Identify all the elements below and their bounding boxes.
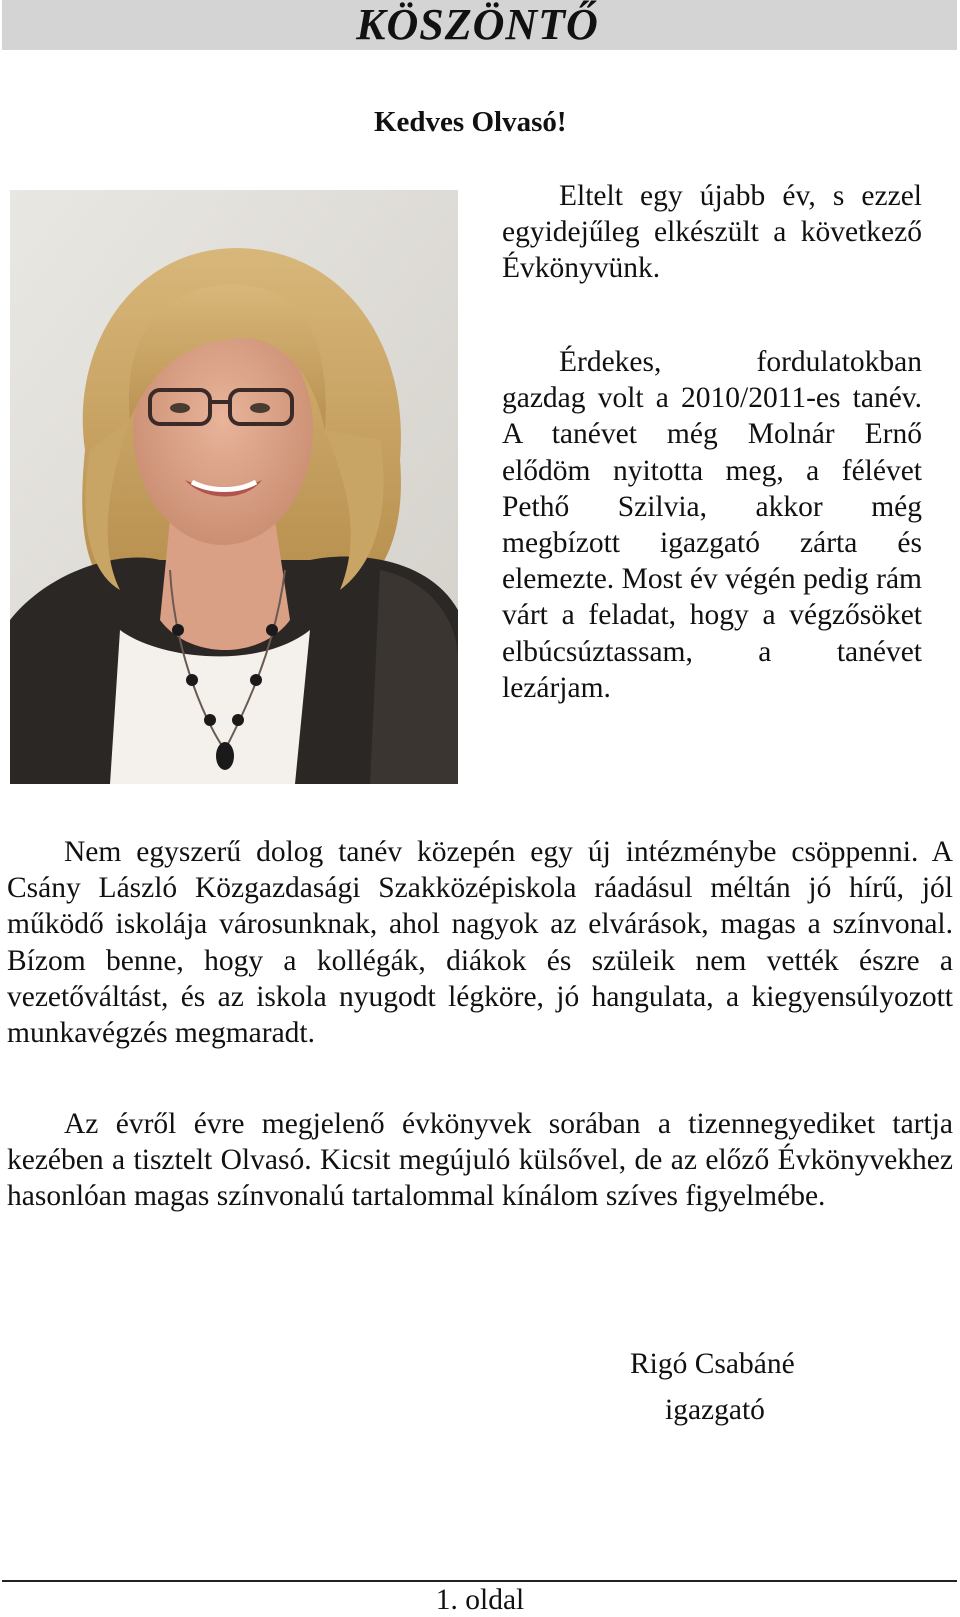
portrait-photo — [10, 190, 458, 784]
paragraph-4 — [7, 1106, 953, 1215]
signature-name: Rigó Csabáné — [630, 1348, 795, 1380]
page-number: 1. oldal — [435, 1584, 525, 1616]
footer-divider — [2, 1580, 957, 1582]
paragraph-3 — [7, 834, 953, 1051]
paragraph-2 — [502, 344, 922, 706]
paragraph-2-text: Érdekes, fordulatokban gazdag volt a 2010/2011-es tanév. A tanévet még Molnár Ernő elődöm nyitotta meg, a félévet Pethő Szilvia, akkor még megbízott igazgató zárta és elemezte. Most év végén pedig rám várt a feladat, hogy a végzősöket elbúcsúztassam, a tanévet lezárjam. — [502, 346, 922, 704]
paragraph-1 — [502, 178, 922, 287]
signature-role: igazgató — [665, 1394, 765, 1426]
page-title: KÖSZÖNTŐ — [356, 0, 599, 49]
greeting: Kedves Olvasó! — [374, 106, 567, 138]
paragraph-4-text: Az évről évre megjelenő évkönyvek sorában a tizennegyediket tartja kezében a tisztelt Olvasó. Kicsit megújuló külsővel, de az előző Évkönyvekhez hasonlóan magas színvonalú tartalommal kínálom szíves figyelmébe. — [7, 1108, 953, 1213]
paragraph-1-text: Eltelt egy újabb év, s ezzel egyidejűleg elkészült a következő Évkönyvünk. — [502, 180, 922, 285]
paragraph-3-text: Nem egyszerű dolog tanév közepén egy új intézménybe csöppenni. A Csány László Közgazdasági Szakközépiskola ráadásul méltán jó hírű, jól működő iskolája városunknak, ahol nagyok az elvárások, magas a színvonal. Bízom benne, hogy a kollégák, diákok és szüleik nem vették észre a vezetőváltást, és az iskola nyugodt légköre, jó hangulata, a kiegyensúlyozott munkavégzés megmaradt. — [7, 836, 953, 1050]
